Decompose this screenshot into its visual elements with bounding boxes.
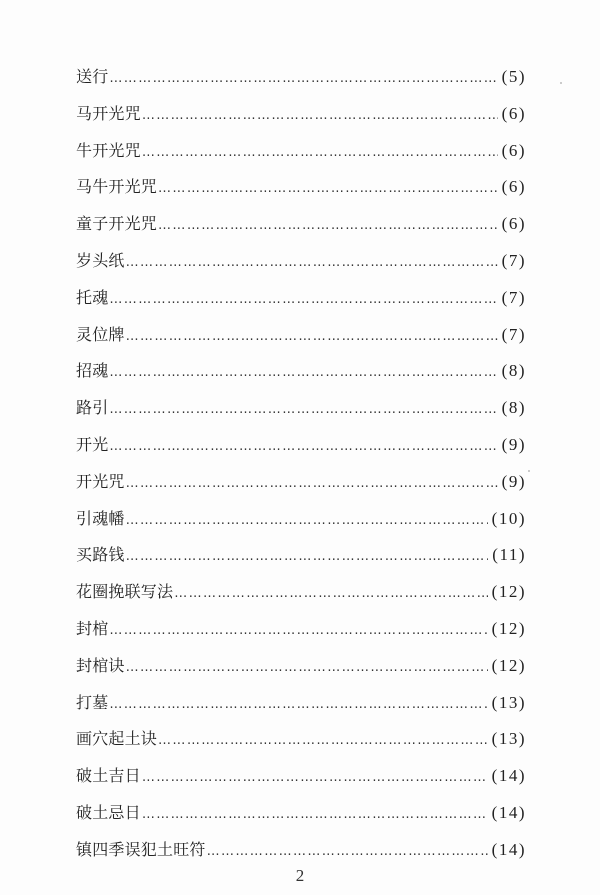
toc-entry-page: (14) [491, 802, 526, 822]
dot-leader [109, 690, 487, 720]
dot-leader [142, 800, 488, 830]
toc-entry [76, 283, 526, 320]
toc-entry-title: 路引 [76, 398, 109, 418]
toc-entry [76, 798, 526, 835]
toc-entry-page: (12) [491, 582, 526, 602]
toc-entry-page: (6) [501, 140, 526, 160]
dot-leader [109, 616, 487, 646]
toc-entry [76, 688, 526, 725]
toc-entry [76, 651, 526, 688]
toc-entry-page: (8) [501, 398, 526, 418]
dot-leader [126, 653, 488, 683]
scan-speck [528, 470, 530, 472]
dot-leader [158, 174, 498, 204]
toc-entry [76, 99, 526, 136]
toc-entry-title: 岁头纸 [76, 250, 125, 270]
toc-entry [76, 172, 526, 209]
toc-entry [76, 614, 526, 651]
toc-entry-page: (12) [491, 618, 526, 638]
toc-entry [76, 393, 526, 430]
toc-entry-page: (7) [501, 324, 526, 344]
toc-entry-page: (9) [501, 471, 526, 491]
toc-entry [76, 467, 526, 504]
dot-leader [126, 542, 489, 572]
toc-entry-page: (6) [501, 103, 526, 123]
toc-entry [76, 724, 526, 761]
toc-entry-page: (6) [501, 214, 526, 234]
toc-entry-title: 封棺 [76, 618, 109, 638]
dot-leader [109, 432, 497, 462]
toc-entry-title: 马牛开光咒 [76, 177, 158, 197]
toc-entry [76, 430, 526, 467]
page-number: 2 [295, 866, 305, 885]
dot-leader [142, 763, 488, 793]
dot-leader [126, 506, 488, 536]
toc-entry-title: 镇四季误犯土旺符 [76, 839, 206, 859]
dot-leader [109, 395, 497, 425]
toc-entry-page: (7) [501, 250, 526, 270]
dot-leader [126, 248, 498, 278]
dot-leader [142, 138, 498, 168]
toc-entry-title: 花圈挽联写法 [76, 582, 174, 602]
toc-entry-title: 画穴起土诀 [76, 729, 158, 749]
toc-entry-title: 引魂幡 [76, 508, 125, 528]
toc-entry-title: 童子开光咒 [76, 214, 158, 234]
toc-entry-title: 牛开光咒 [76, 140, 141, 160]
toc-entry-page: (5) [501, 67, 526, 86]
toc-entry-title: 打墓 [76, 692, 109, 712]
dot-leader [158, 726, 488, 756]
toc-entry-title: 封棺诀 [76, 655, 125, 675]
toc-entry [76, 320, 526, 357]
toc-entry [76, 356, 526, 393]
dot-leader [109, 285, 497, 315]
toc-entry-page: (12) [491, 655, 526, 675]
dot-leader [174, 579, 487, 609]
toc-entry-title: 马开光咒 [76, 103, 141, 123]
toc-entry [76, 540, 526, 577]
table-of-contents [76, 62, 526, 872]
toc-entry [76, 136, 526, 173]
dot-leader [207, 837, 488, 867]
toc-entry-page: (14) [491, 839, 526, 859]
toc-entry-page: (6) [501, 177, 526, 197]
toc-entry-title: 开光咒 [76, 471, 125, 491]
toc-entry-page: (13) [491, 692, 526, 712]
toc-entry [76, 504, 526, 541]
toc-entry-title: 招魂 [76, 361, 109, 381]
toc-entry-title: 灵位牌 [76, 324, 125, 344]
toc-entry-title: 买路钱 [76, 545, 125, 565]
toc-entry-title: 开光 [76, 434, 109, 454]
toc-entry [76, 209, 526, 246]
toc-entry [76, 62, 526, 99]
toc-entry-page: (9) [501, 434, 526, 454]
toc-entry-page: (7) [501, 287, 526, 307]
toc-entry [76, 577, 526, 614]
scan-speck [560, 82, 562, 84]
toc-entry-page: (13) [491, 729, 526, 749]
toc-entry-page: (14) [491, 766, 526, 786]
dot-leader [109, 64, 497, 94]
dot-leader [126, 322, 498, 352]
toc-entry-page: (8) [501, 361, 526, 381]
toc-entry-title: 送行 [76, 67, 109, 86]
toc-entry [76, 761, 526, 798]
dot-leader [126, 469, 498, 499]
toc-entry-title: 托魂 [76, 287, 109, 307]
dot-leader [158, 211, 498, 241]
dot-leader [142, 101, 498, 131]
toc-entry [76, 246, 526, 283]
toc-entry-page: (10) [491, 508, 526, 528]
toc-entry-title: 破土忌日 [76, 802, 141, 822]
toc-entry-title: 破土吉日 [76, 766, 141, 786]
toc-entry-page: (11) [492, 545, 526, 565]
dot-leader [109, 358, 497, 388]
